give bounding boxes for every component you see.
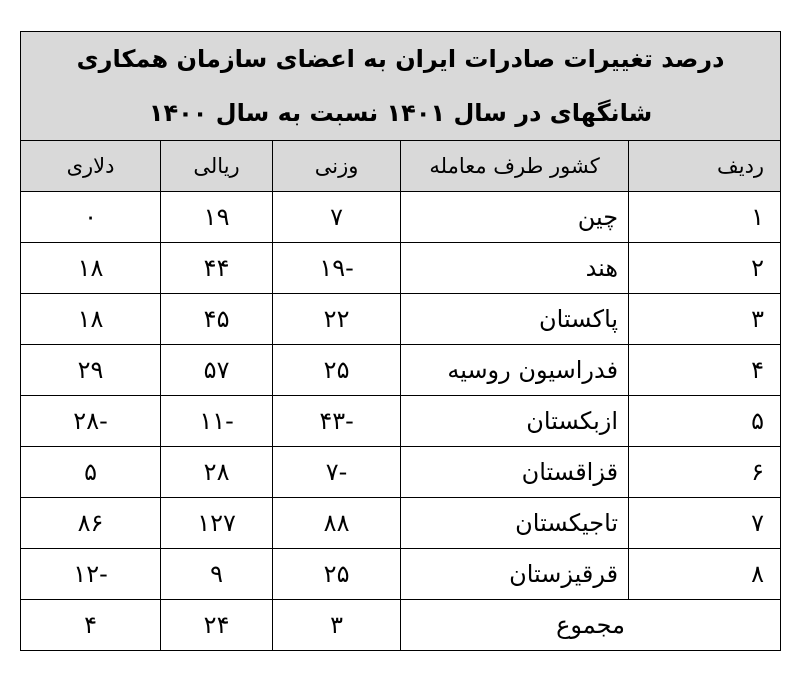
cell-country: قرقیزستان [401, 549, 629, 600]
table-row [21, 498, 781, 549]
cell-rial: ۴۵ [161, 294, 273, 345]
cell-dollar: -۲۸ [21, 396, 161, 447]
cell-rial: ۴۴ [161, 243, 273, 294]
title-line-2: شانگهای در سال ۱۴۰۱ نسبت به سال ۱۴۰۰ [148, 99, 653, 127]
table-row [21, 192, 781, 243]
cell-rial: -۱۱ [161, 396, 273, 447]
cell-weight: -۷ [273, 447, 401, 498]
cell-rial: ۲۸ [161, 447, 273, 498]
total-label: مجموع [401, 600, 781, 651]
table-row [21, 447, 781, 498]
cell-country: هند [401, 243, 629, 294]
title-line-1: درصد تغییرات صادرات ایران به اعضای سازمان همکاری [76, 45, 725, 73]
cell-row-number: ۷ [629, 498, 781, 549]
cell-weight: ۷ [273, 192, 401, 243]
cell-rial: ۱۹ [161, 192, 273, 243]
total-weight: ۳ [273, 600, 401, 651]
header-row [21, 141, 781, 192]
cell-row-number: ۲ [629, 243, 781, 294]
cell-country: چین [401, 192, 629, 243]
total-dollar: ۴ [21, 600, 161, 651]
cell-rial: ۹ [161, 549, 273, 600]
cell-weight: -۴۳ [273, 396, 401, 447]
cell-country: پاکستان [401, 294, 629, 345]
cell-weight: ۲۵ [273, 549, 401, 600]
cell-weight: ۸۸ [273, 498, 401, 549]
cell-weight: -۱۹ [273, 243, 401, 294]
cell-row-number: ۶ [629, 447, 781, 498]
cell-row-number: ۴ [629, 345, 781, 396]
cell-dollar: ۵ [21, 447, 161, 498]
cell-row-number: ۱ [629, 192, 781, 243]
cell-dollar: -۱۲ [21, 549, 161, 600]
table-row [21, 549, 781, 600]
table-title [21, 32, 781, 141]
total-row [21, 600, 781, 651]
header-weight: وزنی [273, 141, 401, 192]
cell-row-number: ۵ [629, 396, 781, 447]
export-change-table [20, 31, 781, 651]
header-country: کشور طرف معامله [401, 141, 629, 192]
cell-dollar: ۰ [21, 192, 161, 243]
cell-rial: ۵۷ [161, 345, 273, 396]
table-row [21, 243, 781, 294]
cell-country: ازبکستان [401, 396, 629, 447]
table-row [21, 345, 781, 396]
total-rial: ۲۴ [161, 600, 273, 651]
table-row [21, 294, 781, 345]
cell-dollar: ۸۶ [21, 498, 161, 549]
cell-country: فدراسیون روسیه [401, 345, 629, 396]
cell-country: قزاقستان [401, 447, 629, 498]
cell-dollar: ۲۹ [21, 345, 161, 396]
cell-country: تاجیکستان [401, 498, 629, 549]
header-row-number: ردیف [629, 141, 781, 192]
header-dollar: دلاری [21, 141, 161, 192]
cell-weight: ۲۲ [273, 294, 401, 345]
cell-dollar: ۱۸ [21, 243, 161, 294]
table-body [21, 192, 781, 600]
cell-weight: ۲۵ [273, 345, 401, 396]
cell-row-number: ۸ [629, 549, 781, 600]
header-rial: ریالی [161, 141, 273, 192]
table-row [21, 396, 781, 447]
cell-dollar: ۱۸ [21, 294, 161, 345]
cell-row-number: ۳ [629, 294, 781, 345]
cell-rial: ۱۲۷ [161, 498, 273, 549]
